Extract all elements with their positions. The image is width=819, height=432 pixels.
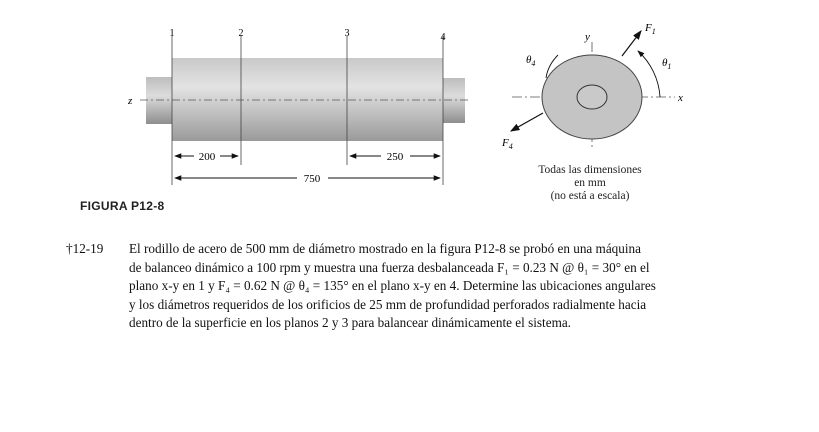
right-shaft — [443, 78, 465, 123]
force-f4-label: $F_4$ — [502, 137, 513, 151]
problem-line-3: plano x-y en 1 y F₄ = 0.62 N @ θ₄ = 135° en el plano x-y en 4. Determine las ubicaciones angulares — [129, 278, 656, 293]
dim-750-label: 750 — [303, 173, 321, 185]
note-line-2: en mm — [574, 177, 606, 189]
axis-label-x: x — [678, 92, 683, 104]
problem-number: †12-19 — [66, 241, 104, 256]
left-shaft — [146, 77, 172, 124]
problem-line-4: y los diámetros requeridos de los orificios de 25 mm de profundidad perforados radialmente hacia — [129, 296, 647, 312]
problem-line-5: dentro de la superficie en los planos 2 y 3 para balancear dinámicamente el sistema. — [129, 315, 571, 330]
force-f4-arrow — [511, 113, 543, 131]
theta-4-label: $\theta_4$ — [526, 54, 536, 68]
problem-line-1: El rodillo de acero de 500 mm de diámetro mostrado en la figura P12-8 se probó en una máquina — [129, 241, 641, 256]
dim-250-label: 250 — [386, 151, 404, 163]
roller-side-view — [127, 28, 470, 185]
note-line-1: Todas las dimensiones — [538, 164, 642, 176]
dim-200-label: 200 — [198, 151, 216, 163]
problem-text — [129, 240, 766, 333]
problem-line-2: de balanceo dinámico a 100 rpm y muestra una fuerza desbalanceada F₁ = 0.23 N @ θ₁ = 30° en el — [129, 259, 650, 275]
plane-label-4: 4 — [440, 32, 446, 43]
roller-end-view — [501, 22, 683, 151]
figure-caption: FIGURA P12-8 — [80, 199, 165, 213]
shaft-end-disc — [577, 85, 607, 109]
roller-body — [172, 58, 443, 141]
problem-12-19 — [66, 240, 766, 333]
plane-label-1: 1 — [169, 28, 175, 39]
axis-label-y: y — [585, 31, 590, 43]
note-line-3: (no está a escala) — [550, 190, 630, 202]
plane-label-3: 3 — [344, 28, 350, 39]
axis-label-z: z — [128, 95, 133, 107]
dimensions-note — [510, 164, 670, 203]
plane-label-2: 2 — [238, 28, 244, 39]
force-f1-label: $F_1$ — [645, 22, 656, 36]
theta-1-label: $\theta_1$ — [662, 57, 672, 71]
